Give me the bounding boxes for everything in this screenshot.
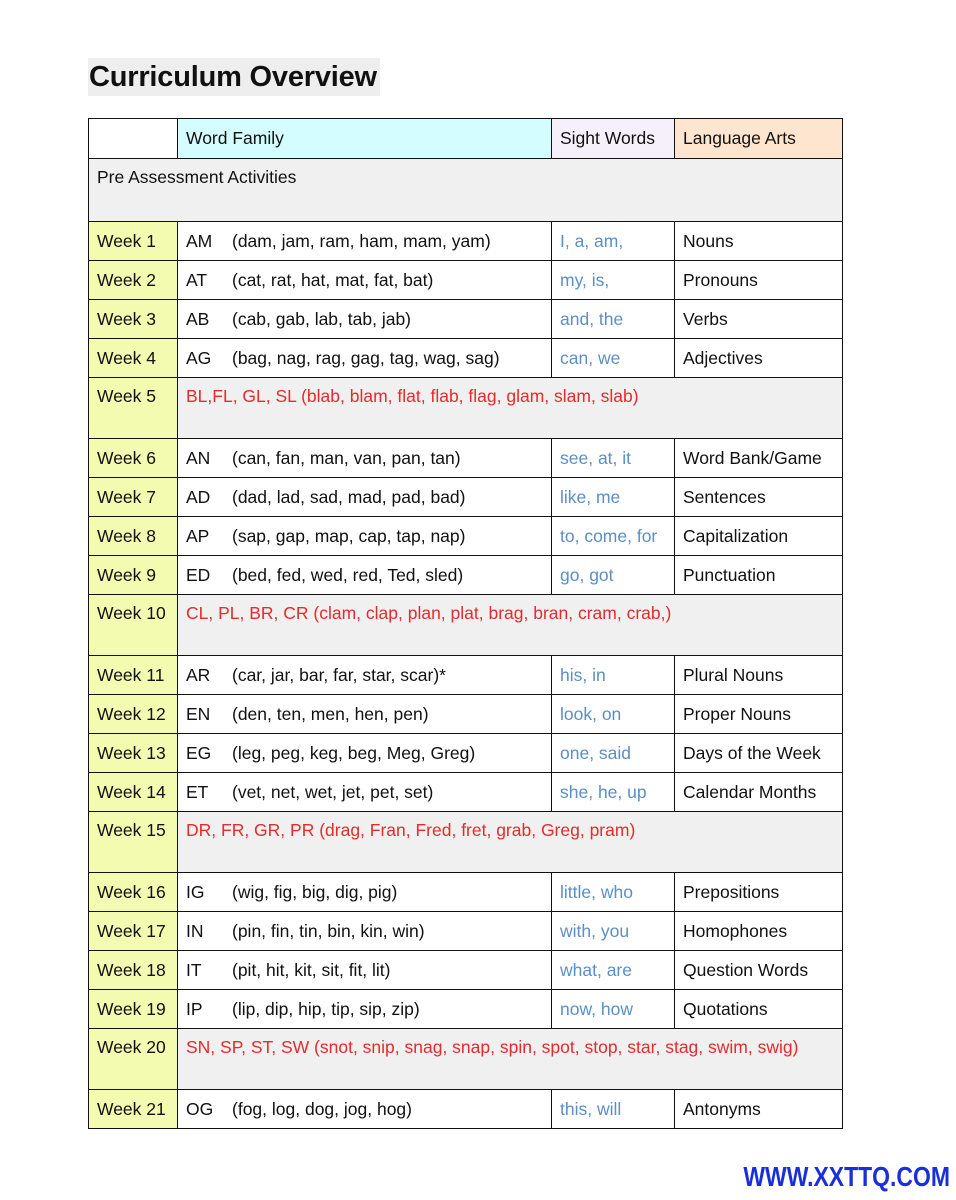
week-row [89, 300, 843, 339]
header-row [89, 119, 843, 159]
language-arts-cell: Quotations [675, 990, 843, 1029]
language-arts-cell: Proper Nouns [675, 695, 843, 734]
word-family-cell [178, 990, 552, 1029]
week-row [89, 439, 843, 478]
family-words: (bed, fed, wed, red, Ted, sled) [232, 564, 464, 585]
sight-words-cell: and, the [552, 300, 675, 339]
family-code: EG [186, 742, 212, 763]
week-label: Week 16 [89, 873, 178, 912]
language-arts-cell: Prepositions [675, 873, 843, 912]
sight-words-cell: with, you [552, 912, 675, 951]
week-label: Week 15 [89, 812, 178, 873]
family-words: (dam, jam, ram, ham, mam, yam) [232, 230, 491, 251]
sight-words-cell: look, on [552, 695, 675, 734]
sight-words-cell: my, is, [552, 261, 675, 300]
family-code: AD [186, 486, 211, 507]
family-code: IN [186, 920, 204, 941]
family-words: (vet, net, wet, jet, pet, set) [232, 781, 434, 802]
week-row [89, 478, 843, 517]
family-words: (cab, gab, lab, tab, jab) [232, 308, 411, 329]
week-label: Week 4 [89, 339, 178, 378]
language-arts-cell: Capitalization [675, 517, 843, 556]
family-code: AT [186, 269, 208, 290]
family-code: AM [186, 230, 213, 251]
word-family-cell [178, 695, 552, 734]
language-arts-cell: Adjectives [675, 339, 843, 378]
week-label: Week 7 [89, 478, 178, 517]
language-arts-cell: Verbs [675, 300, 843, 339]
week-label: Week 2 [89, 261, 178, 300]
blend-words: CL, PL, BR, CR (clam, clap, plan, plat, brag, bran, cram, crab,) [178, 595, 843, 656]
word-family-cell [178, 773, 552, 812]
table-body [89, 119, 843, 1129]
word-family-cell [178, 439, 552, 478]
sight-words-cell: one, said [552, 734, 675, 773]
sight-words-cell: go, got [552, 556, 675, 595]
word-family-cell [178, 734, 552, 773]
blend-words: SN, SP, ST, SW (snot, snip, snag, snap, spin, spot, stop, star, stag, swim, swig) [178, 1029, 843, 1090]
blend-words: DR, FR, GR, PR (drag, Fran, Fred, fret, grab, Greg, pram) [178, 812, 843, 873]
week-label: Week 6 [89, 439, 178, 478]
blend-row [89, 1029, 843, 1090]
week-label: Week 17 [89, 912, 178, 951]
word-family-cell [178, 873, 552, 912]
week-label: Week 20 [89, 1029, 178, 1090]
language-arts-cell: Question Words [675, 951, 843, 990]
week-label: Week 10 [89, 595, 178, 656]
week-row [89, 656, 843, 695]
family-code: AP [186, 525, 210, 546]
pre-assessment-row [89, 159, 843, 222]
sight-words-cell: can, we [552, 339, 675, 378]
sight-words-cell: she, he, up [552, 773, 675, 812]
family-code: EN [186, 703, 211, 724]
family-words: (den, ten, men, hen, pen) [232, 703, 429, 724]
week-label: Week 14 [89, 773, 178, 812]
header-blank-cell [89, 119, 178, 159]
sight-words-cell: I, a, am, [552, 222, 675, 261]
week-row [89, 261, 843, 300]
week-label: Week 21 [89, 1090, 178, 1129]
sight-words-cell: see, at, it [552, 439, 675, 478]
week-row [89, 1090, 843, 1129]
week-row [89, 734, 843, 773]
header-language-arts: Language Arts [675, 119, 843, 159]
family-words: (pin, fin, tin, bin, kin, win) [232, 920, 425, 941]
family-code: IP [186, 998, 203, 1019]
week-row [89, 912, 843, 951]
family-code: IT [186, 959, 202, 980]
week-row [89, 773, 843, 812]
word-family-cell [178, 656, 552, 695]
family-code: ET [186, 781, 209, 802]
week-label: Week 8 [89, 517, 178, 556]
family-words: (cat, rat, hat, mat, fat, bat) [232, 269, 434, 290]
week-row [89, 873, 843, 912]
word-family-cell [178, 222, 552, 261]
word-family-cell [178, 300, 552, 339]
pre-assessment-cell: Pre Assessment Activities [89, 159, 843, 222]
family-words: (pit, hit, kit, sit, fit, lit) [232, 959, 391, 980]
week-label: Week 12 [89, 695, 178, 734]
week-label: Week 9 [89, 556, 178, 595]
week-label: Week 1 [89, 222, 178, 261]
word-family-cell [178, 261, 552, 300]
family-code: OG [186, 1098, 214, 1119]
language-arts-cell: Plural Nouns [675, 656, 843, 695]
week-label: Week 5 [89, 378, 178, 439]
page-title: Curriculum Overview [88, 58, 380, 96]
family-code: ED [186, 564, 211, 585]
week-row [89, 951, 843, 990]
week-label: Week 18 [89, 951, 178, 990]
sight-words-cell: like, me [552, 478, 675, 517]
word-family-cell [178, 517, 552, 556]
week-row [89, 517, 843, 556]
word-family-cell [178, 478, 552, 517]
sight-words-cell: this, will [552, 1090, 675, 1129]
family-words: (bag, nag, rag, gag, tag, wag, sag) [232, 347, 500, 368]
sight-words-cell: his, in [552, 656, 675, 695]
family-words: (wig, fig, big, dig, pig) [232, 881, 398, 902]
blend-row [89, 812, 843, 873]
family-code: AN [186, 447, 211, 468]
language-arts-cell: Days of the Week [675, 734, 843, 773]
family-words: (leg, peg, keg, beg, Meg, Greg) [232, 742, 476, 763]
language-arts-cell: Pronouns [675, 261, 843, 300]
word-family-cell [178, 339, 552, 378]
week-row [89, 556, 843, 595]
word-family-cell [178, 556, 552, 595]
language-arts-cell: Sentences [675, 478, 843, 517]
sight-words-cell: to, come, for [552, 517, 675, 556]
week-label: Week 11 [89, 656, 178, 695]
word-family-cell [178, 912, 552, 951]
language-arts-cell: Antonyms [675, 1090, 843, 1129]
word-family-cell [178, 1090, 552, 1129]
family-words: (lip, dip, hip, tip, sip, zip) [232, 998, 420, 1019]
family-words: (sap, gap, map, cap, tap, nap) [232, 525, 466, 546]
family-code: IG [186, 881, 205, 902]
week-label: Week 13 [89, 734, 178, 773]
family-code: AG [186, 347, 212, 368]
week-row [89, 339, 843, 378]
sight-words-cell: what, are [552, 951, 675, 990]
watermark-text: WWW.XXTTQ.COM [743, 1161, 950, 1192]
family-words: (car, jar, bar, far, star, scar)* [232, 664, 446, 685]
language-arts-cell: Nouns [675, 222, 843, 261]
week-label: Week 19 [89, 990, 178, 1029]
header-sight-words: Sight Words [552, 119, 675, 159]
family-code: AR [186, 664, 211, 685]
family-words: (can, fan, man, van, pan, tan) [232, 447, 461, 468]
blend-row [89, 595, 843, 656]
header-word-family: Word Family [178, 119, 552, 159]
family-words: (fog, log, dog, jog, hog) [232, 1098, 412, 1119]
language-arts-cell: Calendar Months [675, 773, 843, 812]
family-words: (dad, lad, sad, mad, pad, bad) [232, 486, 466, 507]
sight-words-cell: now, how [552, 990, 675, 1029]
blend-words: BL,FL, GL, SL (blab, blam, flat, flab, flag, glam, slam, slab) [178, 378, 843, 439]
week-row [89, 990, 843, 1029]
language-arts-cell: Homophones [675, 912, 843, 951]
week-row [89, 222, 843, 261]
language-arts-cell: Word Bank/Game [675, 439, 843, 478]
blend-row [89, 378, 843, 439]
language-arts-cell: Punctuation [675, 556, 843, 595]
week-row [89, 695, 843, 734]
sight-words-cell: little, who [552, 873, 675, 912]
word-family-cell [178, 951, 552, 990]
curriculum-table [88, 118, 843, 1129]
family-code: AB [186, 308, 210, 329]
week-label: Week 3 [89, 300, 178, 339]
